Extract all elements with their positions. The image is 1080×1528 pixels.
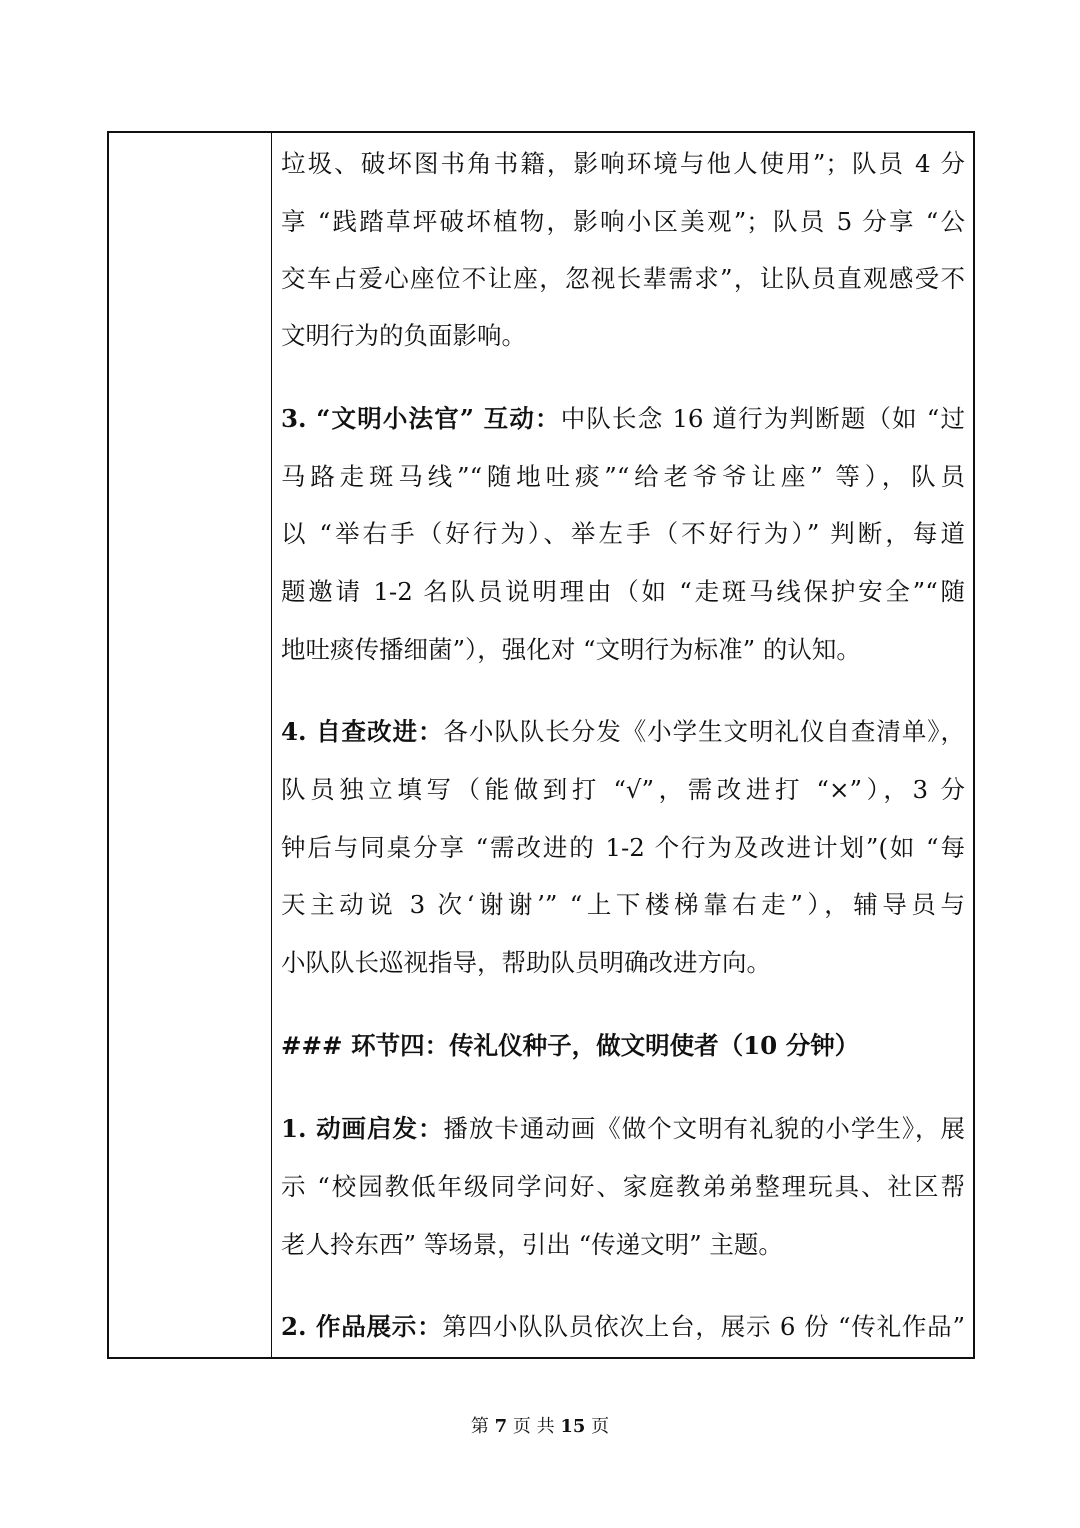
line-text: 小队队长巡视指导，帮助队员明确改进方向。 [281, 948, 771, 977]
line-text: 示 “校园教低年级同学问好、家庭教弟弟整理玩具、社区帮 [281, 1172, 965, 1201]
text-line [281, 630, 965, 670]
line-text: 地吐痰传播细菌”），强化对 “文明行为标准” 的认知。 [281, 635, 861, 664]
text-line [281, 457, 965, 497]
line-text: 第四小队队员依次上台，展示 6 份 “传礼作品” [442, 1312, 965, 1341]
line-text: 钟后与同桌分享 “需改进的 1-2 个行为及改进计划”(如 “每 [281, 833, 965, 862]
text-line [281, 144, 965, 184]
text-line [281, 202, 965, 242]
line-text: 享 “践踏草坪破坏植物，影响小区美观”；队员 5 分享 “公 [281, 207, 965, 236]
text-line [281, 712, 965, 752]
bold-heading: 4. 自查改进： [281, 717, 444, 746]
current-page-number: 7 [494, 1416, 508, 1437]
text-line [281, 259, 965, 299]
line-text: 马路走斑马线”“随地吐痰”“给老爷爷让座” 等），队员 [281, 462, 965, 491]
footer-mid: 页 共 [512, 1416, 555, 1437]
line-text: 队员独立填写（能做到打 “√”，需改进打 “×”），3 分 [281, 775, 965, 804]
text-line [281, 1307, 965, 1347]
text-line [281, 572, 965, 612]
line-text: 天主动说 3 次‘谢谢’” “上下楼梯靠右走”），辅导员与 [281, 890, 965, 919]
bold-heading: ### 环节四：传礼仪种子，做文明使者（10 分钟） [281, 1031, 860, 1060]
line-text: 播放卡通动画《做个文明有礼貌的小学生》，展 [443, 1114, 965, 1143]
bold-heading: 3. “文明小法官” 互动： [281, 404, 561, 433]
column-divider [271, 133, 272, 1357]
footer-prefix: 第 [470, 1416, 489, 1437]
line-text: 垃圾、破坏图书角书籍，影响环境与他人使用”；队员 4 分 [281, 149, 965, 178]
text-line [281, 770, 965, 810]
content-table [107, 131, 975, 1359]
line-text: 交车占爱心座位不让座，忽视长辈需求”，让队员直观感受不 [281, 264, 965, 293]
line-text: 老人拎东西” 等场景，引出 “传递文明” 主题。 [281, 1230, 783, 1259]
bold-heading: 2. 作品展示： [281, 1312, 443, 1341]
text-line [281, 1225, 965, 1265]
line-text: 文明行为的负面影响。 [281, 321, 526, 350]
text-line [281, 316, 965, 356]
bold-heading: 1. 动画启发： [281, 1114, 444, 1143]
text-line [281, 1167, 965, 1207]
text-line [281, 1026, 965, 1066]
line-text: 题邀请 1-2 名队员说明理由（如 “走斑马线保护安全”“随 [281, 577, 965, 606]
text-line [281, 1109, 965, 1149]
footer-suffix: 页 [591, 1416, 610, 1437]
line-text: 以 “举右手（好行为）、举左手（不好行为）” 判断，每道 [281, 519, 965, 548]
total-pages-number: 15 [560, 1416, 586, 1437]
text-line [281, 885, 965, 925]
page-footer [0, 1413, 1080, 1441]
text-line [281, 943, 965, 983]
line-text: 各小队队长分发《小学生文明礼仪自查清单》， [443, 717, 965, 746]
text-line [281, 514, 965, 554]
line-text: 中队长念 16 道行为判断题（如 “过 [560, 404, 965, 433]
text-line [281, 828, 965, 868]
text-line [281, 399, 965, 439]
